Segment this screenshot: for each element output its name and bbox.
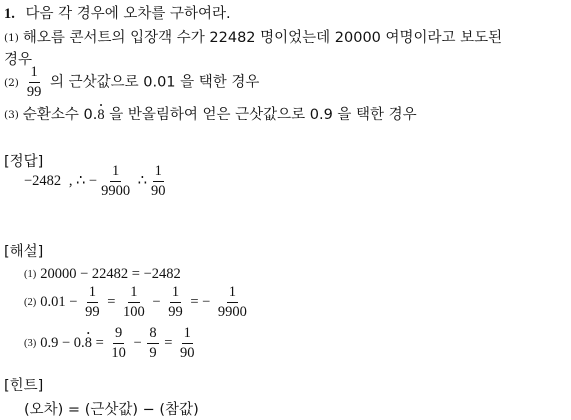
fraction-denominator: 99 <box>168 304 183 320</box>
fraction-numerator: 1 <box>29 64 40 83</box>
fraction-numerator: 1 <box>110 163 121 182</box>
problem-instruction: 다음 각 경우에 오차를 구하여라. <box>25 6 231 22</box>
line-3-fraction-1 <box>109 325 128 362</box>
fraction-denominator: 90 <box>180 345 195 361</box>
fraction-denominator: 99 <box>26 84 42 100</box>
answer-value-1: −2482 <box>24 172 62 189</box>
item-3-mark: (3) <box>4 109 19 121</box>
minus-sign: − <box>133 334 142 351</box>
answer-line <box>24 163 169 200</box>
item-2-fraction <box>25 64 44 101</box>
fraction-numerator: 1 <box>182 325 193 344</box>
item-3-text-post: 을 반올림하여 얻은 근삿값으로 0.9 을 택한 경우 <box>104 107 417 123</box>
fraction-denominator: 10 <box>111 345 126 361</box>
item-1-mark: (1) <box>4 32 19 44</box>
explanation-heading: [해설] <box>4 244 44 260</box>
fraction-numerator: 8 <box>147 325 158 344</box>
fraction-numerator: 1 <box>128 284 139 303</box>
problem-header <box>4 2 231 23</box>
line-1-expression: 20000 − 22482 = −2482 <box>40 266 181 282</box>
problem-number: 1. <box>4 6 15 22</box>
problem-item-2 <box>4 64 259 101</box>
fraction-denominator: 99 <box>85 304 100 320</box>
fraction-numerator: 1 <box>87 284 98 303</box>
fraction-numerator: 9 <box>113 325 124 344</box>
item-1-continuation: 경우 <box>4 52 33 68</box>
equals-sign: = <box>164 334 173 351</box>
explanation-line-2 <box>24 284 251 321</box>
explanation-line-1 <box>24 266 181 283</box>
line-2-fraction-1 <box>83 284 102 321</box>
repeating-digit: 8 • <box>97 107 104 124</box>
fraction-denominator: 9900 <box>101 183 131 199</box>
fraction-numerator: 1 <box>227 284 238 303</box>
line-2-fraction-2 <box>121 284 147 321</box>
fraction-numerator: 1 <box>153 163 164 182</box>
line-3-term: 0.9 − 0. <box>40 334 85 351</box>
line-2-fraction-3 <box>166 284 185 321</box>
problem-item-3 <box>4 103 417 124</box>
equals-sign: = <box>95 334 104 351</box>
answer-sep-3: ∴ <box>137 172 147 189</box>
hint-heading: [힌트] <box>4 378 44 394</box>
line-3-fraction-2 <box>147 325 158 362</box>
answer-heading: [정답] <box>4 154 44 170</box>
minus-sign: − <box>152 293 161 310</box>
line-3-fraction-3 <box>178 325 197 362</box>
item-2-text: 의 근삿값으로 0.01 을 택한 경우 <box>49 74 260 91</box>
answer-fraction-1 <box>99 163 132 200</box>
fraction-denominator: 90 <box>150 183 166 199</box>
explanation-line-3 <box>24 325 199 362</box>
fraction-denominator: 9 <box>149 345 157 361</box>
hint-formula: (오차) = (근삿값) − (참값) <box>24 402 199 418</box>
fraction-denominator: 9900 <box>217 304 247 320</box>
line-2-mark: (2) <box>24 296 37 308</box>
answer-sep-2: ∴ − <box>76 172 98 189</box>
repeating-digit: 8 • <box>85 335 92 352</box>
answer-sep-1: , <box>68 172 73 189</box>
line-2-term: 0.01 − <box>40 293 78 310</box>
line-3-mark: (3) <box>24 337 37 349</box>
line-1-mark: (1) <box>24 269 37 280</box>
equals-sign: = <box>107 293 116 310</box>
item-3-text-pre: 순환소수 0. <box>22 107 98 123</box>
answer-fraction-2 <box>149 163 168 200</box>
fraction-numerator: 1 <box>170 284 181 303</box>
item-2-mark: (2) <box>4 76 19 89</box>
item-1-text: 해오름 콘서트의 입장객 수가 22482 명이었는데 20000 여명이라고 보도된 <box>22 30 503 46</box>
line-2-fraction-4 <box>216 284 249 321</box>
equals-minus: = − <box>190 293 211 310</box>
fraction-denominator: 100 <box>123 304 145 320</box>
problem-item-1 <box>4 26 502 47</box>
